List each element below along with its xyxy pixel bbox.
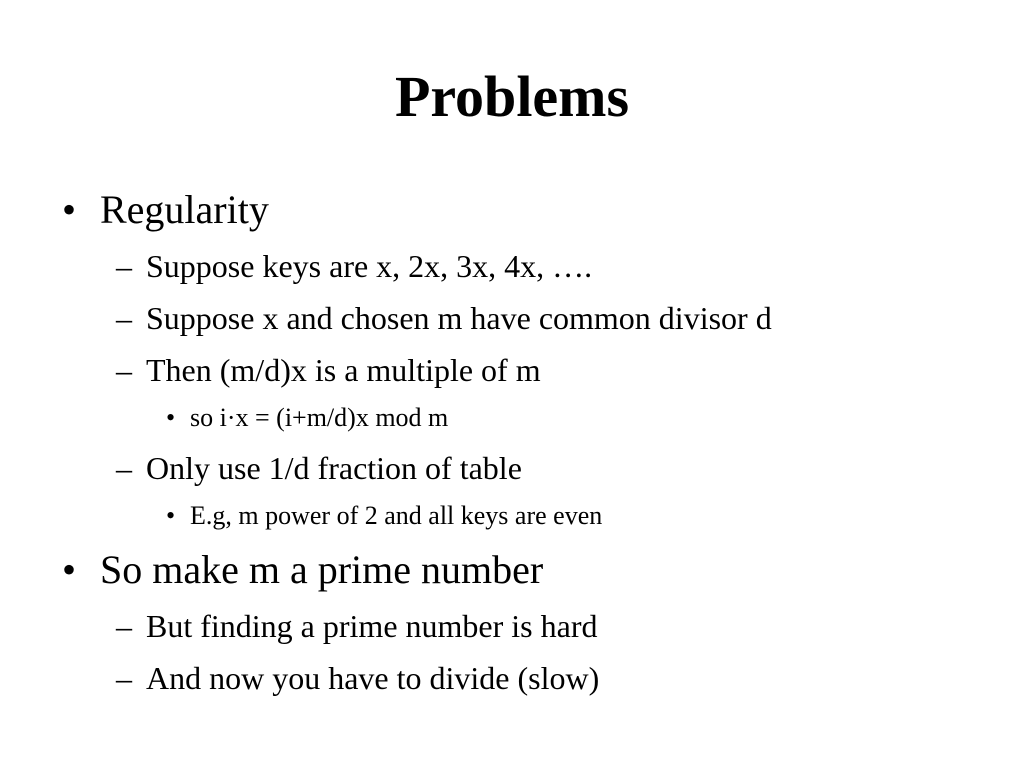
slide-title: Problems bbox=[394, 64, 630, 129]
sub-bullet-text: But finding a prime number is hard bbox=[146, 608, 598, 644]
dash-marker: – bbox=[116, 352, 132, 388]
dash-marker: – bbox=[116, 608, 132, 644]
dash-marker: – bbox=[116, 450, 132, 486]
sub-bullet-text: Then (m/d)x is a multiple of m bbox=[146, 352, 541, 388]
sub-bullet-text: Suppose keys are x, 2x, 3x, 4x, …. bbox=[146, 248, 593, 284]
dash-marker: – bbox=[116, 248, 132, 284]
bullet-marker: • bbox=[62, 187, 77, 232]
sub-sub-bullet-text: so i·x = (i+m/d)x mod m bbox=[190, 403, 449, 432]
sub-sub-bullet-text: E.g, m power of 2 and all keys are even bbox=[190, 501, 603, 530]
bullet-marker: • bbox=[166, 403, 176, 432]
dash-marker: – bbox=[116, 300, 132, 336]
sub-bullet-text: Suppose x and chosen m have common divisor d bbox=[146, 300, 772, 336]
bullet-text: So make m a prime number bbox=[100, 547, 544, 592]
bullet-marker: • bbox=[166, 501, 176, 530]
sub-bullet-text: Only use 1/d fraction of table bbox=[146, 450, 522, 486]
bullet-marker: • bbox=[62, 547, 77, 592]
dash-marker: – bbox=[116, 660, 132, 696]
sub-bullet-text: And now you have to divide (slow) bbox=[146, 660, 600, 696]
bullet-text: Regularity bbox=[100, 187, 269, 232]
